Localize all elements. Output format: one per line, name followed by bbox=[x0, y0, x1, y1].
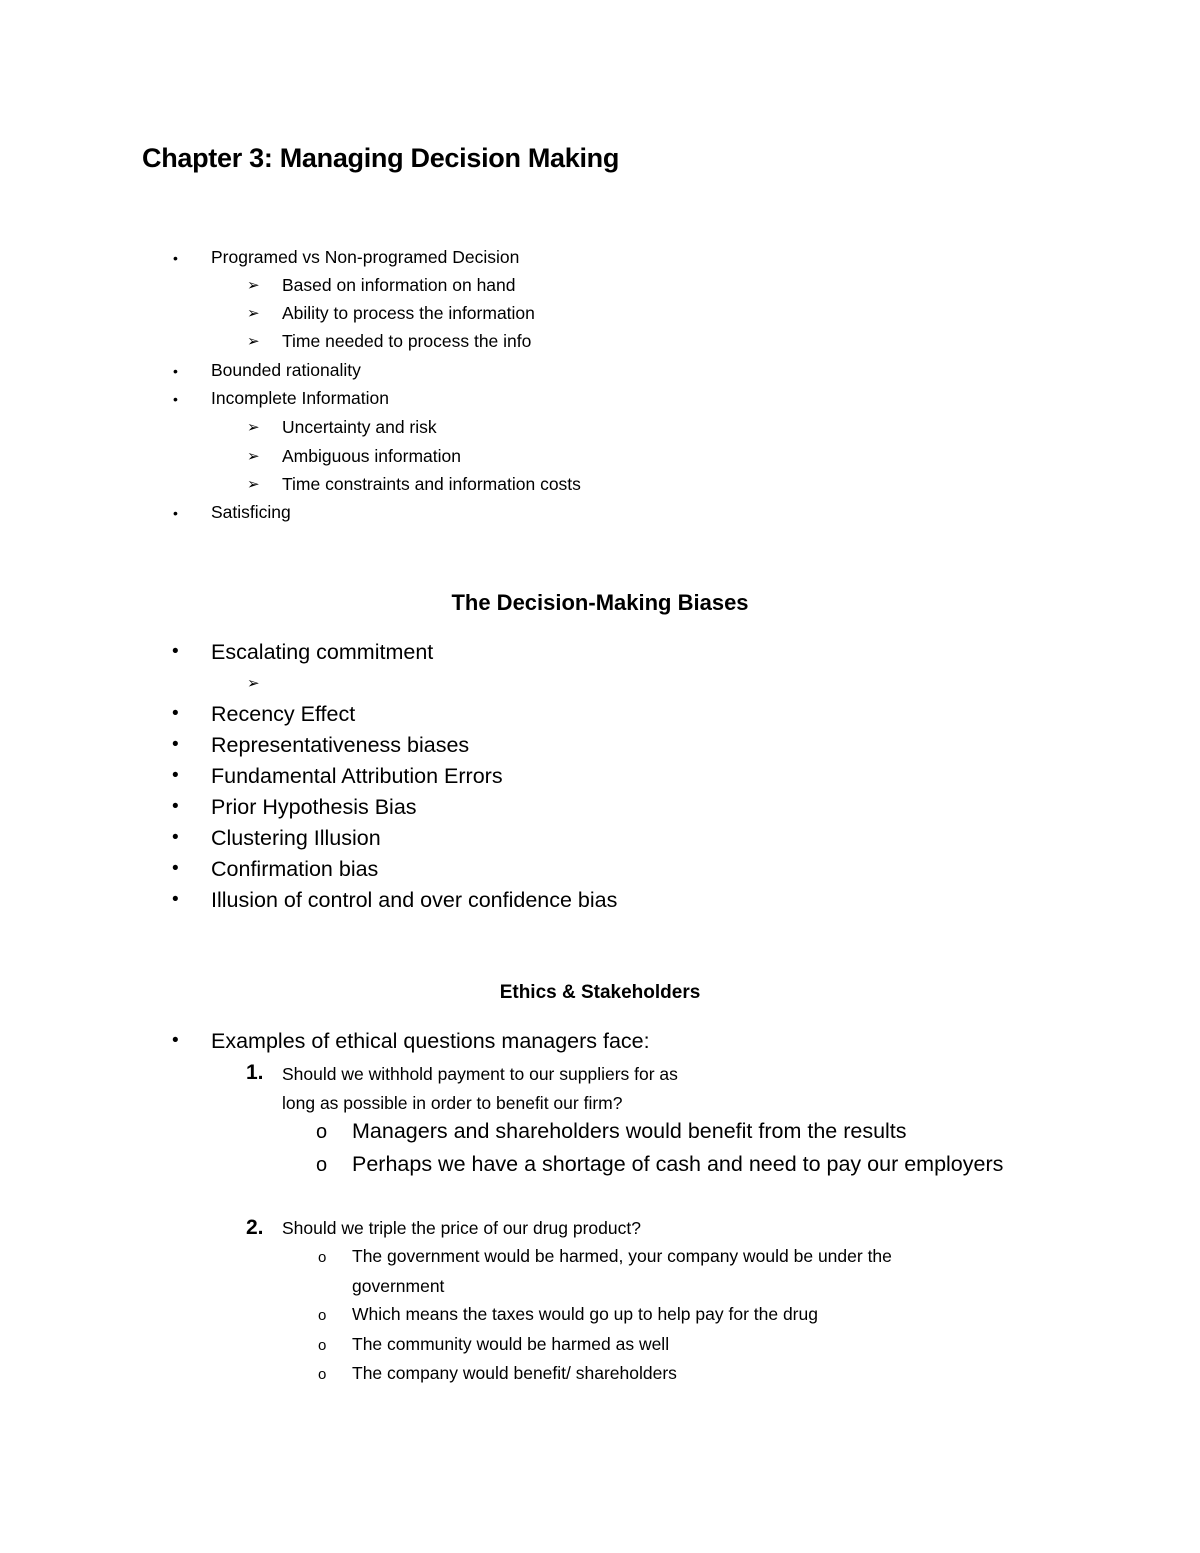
question-point: Perhaps we have a shortage of cash and need to pay our employers bbox=[352, 1152, 1004, 1176]
arrow-bullet-icon: ➢ bbox=[247, 277, 260, 294]
sub-list-item: Based on information on hand bbox=[282, 275, 516, 295]
bullet-icon: • bbox=[172, 734, 179, 755]
list-item: Incomplete Information bbox=[211, 388, 390, 408]
bullet-icon: • bbox=[172, 703, 179, 724]
bullet-icon: • bbox=[172, 827, 179, 848]
arrow-bullet-icon: ➢ bbox=[247, 675, 260, 692]
circle-bullet-icon: o bbox=[318, 1249, 327, 1266]
circle-bullet-icon: o bbox=[318, 1307, 327, 1324]
circle-bullet-icon: o bbox=[316, 1154, 328, 1176]
bullet-icon: • bbox=[172, 796, 179, 817]
question-text: Should we withhold payment to our suppliers for as bbox=[282, 1064, 678, 1084]
question-point: The company would benefit/ shareholders bbox=[352, 1363, 677, 1383]
question-text: Should we triple the price of our drug product? bbox=[282, 1218, 641, 1238]
bullet-icon: • bbox=[173, 391, 178, 407]
chapter-title: Chapter 3: Managing Decision Making bbox=[142, 143, 620, 173]
bullet-icon: • bbox=[172, 765, 179, 786]
ethics-section-title: Ethics & Stakeholders bbox=[499, 982, 701, 1003]
arrow-bullet-icon: ➢ bbox=[247, 419, 260, 436]
question-text-continued: long as possible in order to benefit our firm? bbox=[282, 1093, 623, 1113]
arrow-bullet-icon: ➢ bbox=[247, 333, 260, 350]
ethics-intro: Examples of ethical questions managers face: bbox=[211, 1029, 650, 1053]
bias-item: Escalating commitment bbox=[211, 640, 434, 664]
bullet-icon: • bbox=[173, 363, 178, 379]
bias-item: Fundamental Attribution Errors bbox=[211, 764, 503, 788]
bullet-icon: • bbox=[172, 858, 179, 879]
list-item: Satisficing bbox=[211, 502, 291, 522]
bias-item: Representativeness biases bbox=[211, 733, 470, 757]
bullet-icon: • bbox=[172, 889, 179, 910]
bullet-icon: • bbox=[172, 641, 179, 662]
question-number: 1. bbox=[246, 1061, 264, 1084]
bias-item: Clustering Illusion bbox=[211, 826, 381, 850]
question-point-continued: government bbox=[352, 1276, 445, 1296]
arrow-bullet-icon: ➢ bbox=[247, 305, 260, 322]
question-point: The community would be harmed as well bbox=[352, 1334, 670, 1354]
sub-list-item: Time constraints and information costs bbox=[282, 474, 581, 494]
circle-bullet-icon: o bbox=[318, 1337, 327, 1354]
arrow-bullet-icon: ➢ bbox=[247, 448, 260, 465]
circle-bullet-icon: o bbox=[318, 1366, 327, 1383]
biases-section-title: The Decision-Making Biases bbox=[451, 590, 749, 615]
bias-item: Illusion of control and over confidence bias bbox=[211, 888, 618, 912]
circle-bullet-icon: o bbox=[316, 1121, 328, 1143]
bias-item: Prior Hypothesis Bias bbox=[211, 795, 417, 819]
question-point: Which means the taxes would go up to help pay for the drug bbox=[352, 1304, 818, 1324]
list-item: Bounded rationality bbox=[211, 360, 361, 380]
sub-list-item: Uncertainty and risk bbox=[282, 417, 437, 437]
question-point: The government would be harmed, your company would be under the bbox=[352, 1246, 892, 1266]
bias-item: Recency Effect bbox=[211, 702, 356, 726]
sub-list-item: Ability to process the information bbox=[282, 303, 535, 323]
list-item: Programed vs Non-programed Decision bbox=[211, 247, 520, 267]
question-number: 2. bbox=[246, 1216, 264, 1239]
bias-item: Confirmation bias bbox=[211, 857, 379, 881]
bullet-icon: • bbox=[173, 250, 178, 266]
arrow-bullet-icon: ➢ bbox=[247, 476, 260, 493]
bullet-icon: • bbox=[173, 505, 178, 521]
sub-list-item: Time needed to process the info bbox=[282, 331, 532, 351]
bullet-icon: • bbox=[172, 1030, 179, 1051]
question-point: Managers and shareholders would benefit from the results bbox=[352, 1119, 907, 1143]
sub-list-item: Ambiguous information bbox=[282, 446, 461, 466]
